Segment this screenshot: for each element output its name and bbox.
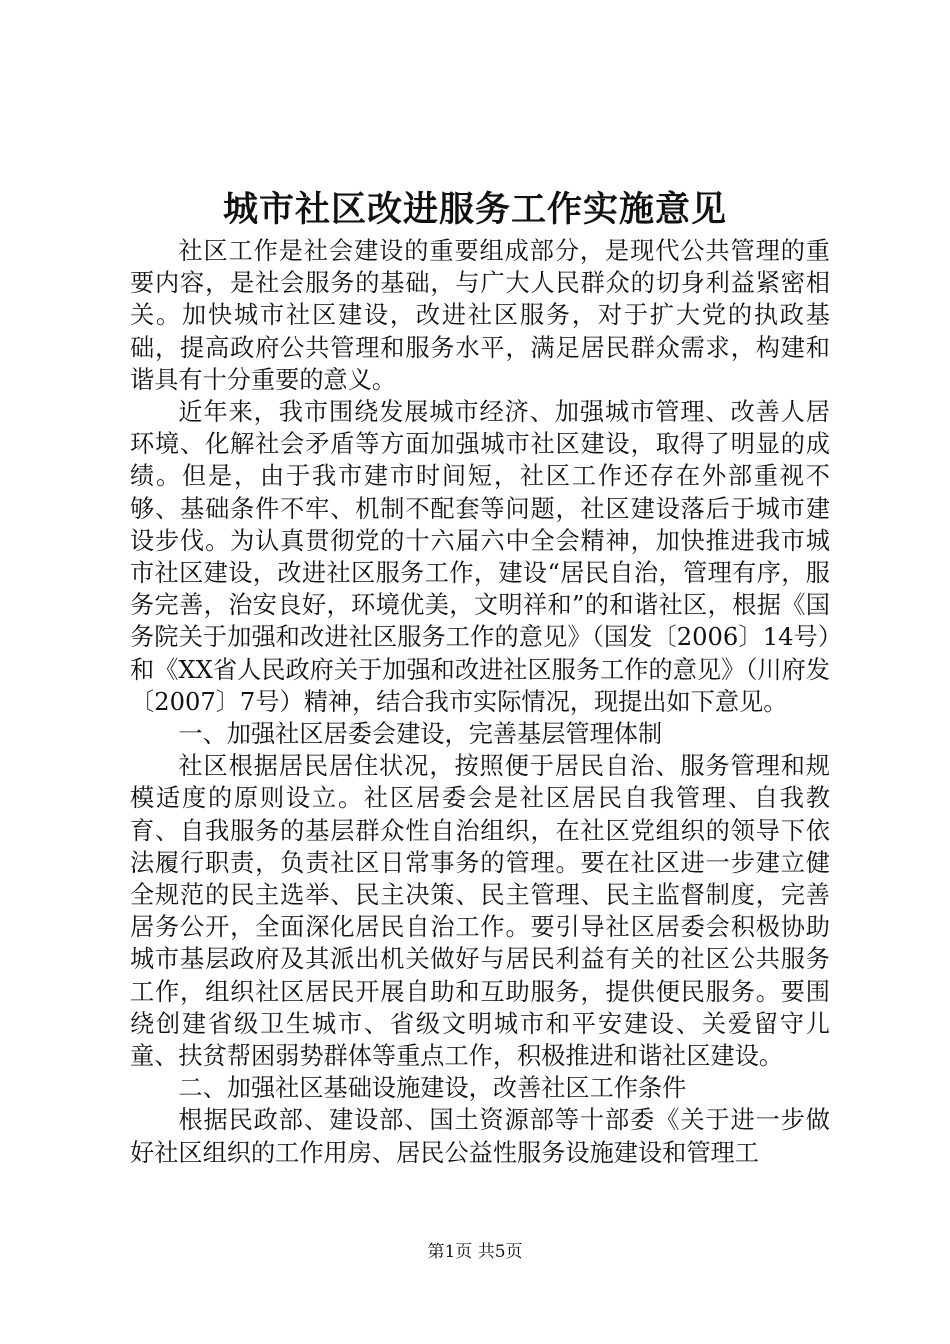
- paragraph-intro: 社区工作是社会建设的重要组成部分，是现代公共管理的重要内容，是社会服务的基础，与广大人民群众的切身利益紧密相关。加快城市社区建设，改进社区服务，对于扩大党的执政基础，提高政府公共管理和服务水平，满足居民群众需求，构建和谐具有十分重要的意义。: [130, 237, 830, 394]
- section-heading-1: 一、加强社区居委会建设，完善基层管理体制: [178, 720, 663, 749]
- document-body: [130, 235, 830, 1169]
- document-title: 城市社区改进服务工作实施意见: [222, 189, 727, 230]
- paragraph-background: 近年来，我市围绕发展城市经济、加强城市管理、改善人居环境、化解社会矛盾等方面加强城市社区建设，取得了明显的成绩。但是，由于我市建市时间短，社区工作还存在外部重视不够、基础条件不牢、机制不配套等问题，社区建设落后于城市建设步伐。为认真贯彻党的十六届六中全会精神，加快推进我市城市社区建设，改进社区服务工作，建设“居民自治，管理有序，服务完善，治安良好，环境优美，文明祥和”的和谐社区，根据《国务院关于加强和改进社区服务工作的意见》（国发〔2006〕14号）和《XX省人民政府关于加强和改进社区服务工作的意见》（川府发〔2007〕7号）精神，结合我市实际情况，现提出如下意见。: [130, 398, 830, 716]
- paragraph-section-2: 根据民政部、建设部、国土资源部等十部委《关于进一步做好社区组织的工作用房、居民公益性服务设施建设和管理工: [130, 1106, 830, 1167]
- paragraph-section-1: 社区根据居民居住状况，按照便于居民自治、服务管理和规模适度的原则设立。社区居委会是社区居民自我管理、自我教育、自我服务的基层群众性自治组织，在社区党组织的领导下依法履行职责，负责社区日常事务的管理。要在社区进一步建立健全规范的民主选举、民主决策、民主管理、民主监督制度，完善居务公开，全面深化居民自治工作。要引导社区居委会积极协助城市基层政府及其派出机关做好与居民利益有关的社区公共服务工作，组织社区居民开展自助和互助服务，提供便民服务。要围绕创建省级卫生城市、省级文明城市和平安建设、关爱留守儿童、扶贫帮困弱势群体等重点工作，积极推进和谐社区建设。: [130, 752, 830, 1071]
- page-footer: 第1页 共5页: [427, 1242, 523, 1262]
- section-heading-2: 二、加强社区基础设施建设，改善社区工作条件: [178, 1074, 687, 1103]
